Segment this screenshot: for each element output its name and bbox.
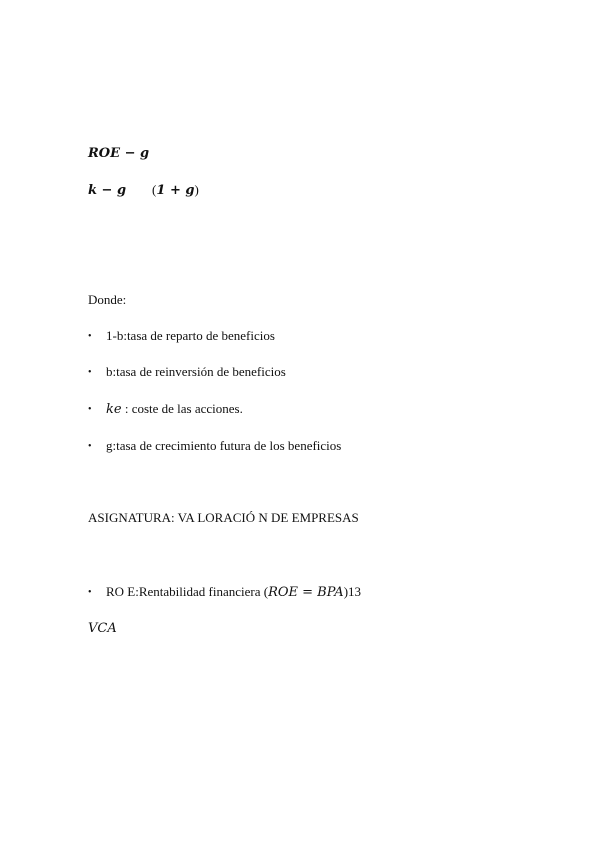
bullet-icon: •: [88, 331, 92, 342]
definition-text: g:tasa de crecimiento futura de los beneficios: [106, 438, 342, 453]
definition-item: [88, 328, 275, 345]
subject-heading: ASIGNATURA: VA LORACIÓ N DE EMPRESAS: [88, 510, 359, 525]
definition-text: 1-b:tasa de reparto de beneficios: [106, 328, 275, 343]
formula-numerator: ROE − g: [88, 146, 150, 161]
bullet-icon: •: [88, 404, 92, 415]
definition-item: [88, 438, 341, 455]
bullet-icon: •: [88, 587, 92, 598]
definition-item: [88, 364, 286, 381]
bullet-icon: •: [88, 441, 92, 452]
formula-factor-close: ): [194, 182, 199, 197]
roe-item: [88, 584, 361, 601]
definition-text: : coste de las acciones.: [121, 401, 243, 416]
formula-factor-open: (: [152, 182, 157, 197]
definition-item: [88, 401, 243, 418]
formula-denominator: k − g: [88, 183, 127, 198]
vca-label: VCA: [88, 621, 117, 636]
roe-math: ROE = BPA: [268, 585, 344, 600]
bullet-icon: •: [88, 367, 92, 378]
formula-denominator-row: [88, 182, 199, 199]
donde-label: Donde:: [88, 292, 127, 307]
definition-math: ke: [106, 402, 122, 417]
roe-text-after: )13: [343, 584, 362, 599]
roe-text-before: RO E:Rentabilidad financiera (: [106, 584, 269, 599]
formula-factor-inner: 1 + g: [156, 183, 195, 198]
definition-text: b:tasa de reinversión de beneficios: [106, 364, 286, 379]
